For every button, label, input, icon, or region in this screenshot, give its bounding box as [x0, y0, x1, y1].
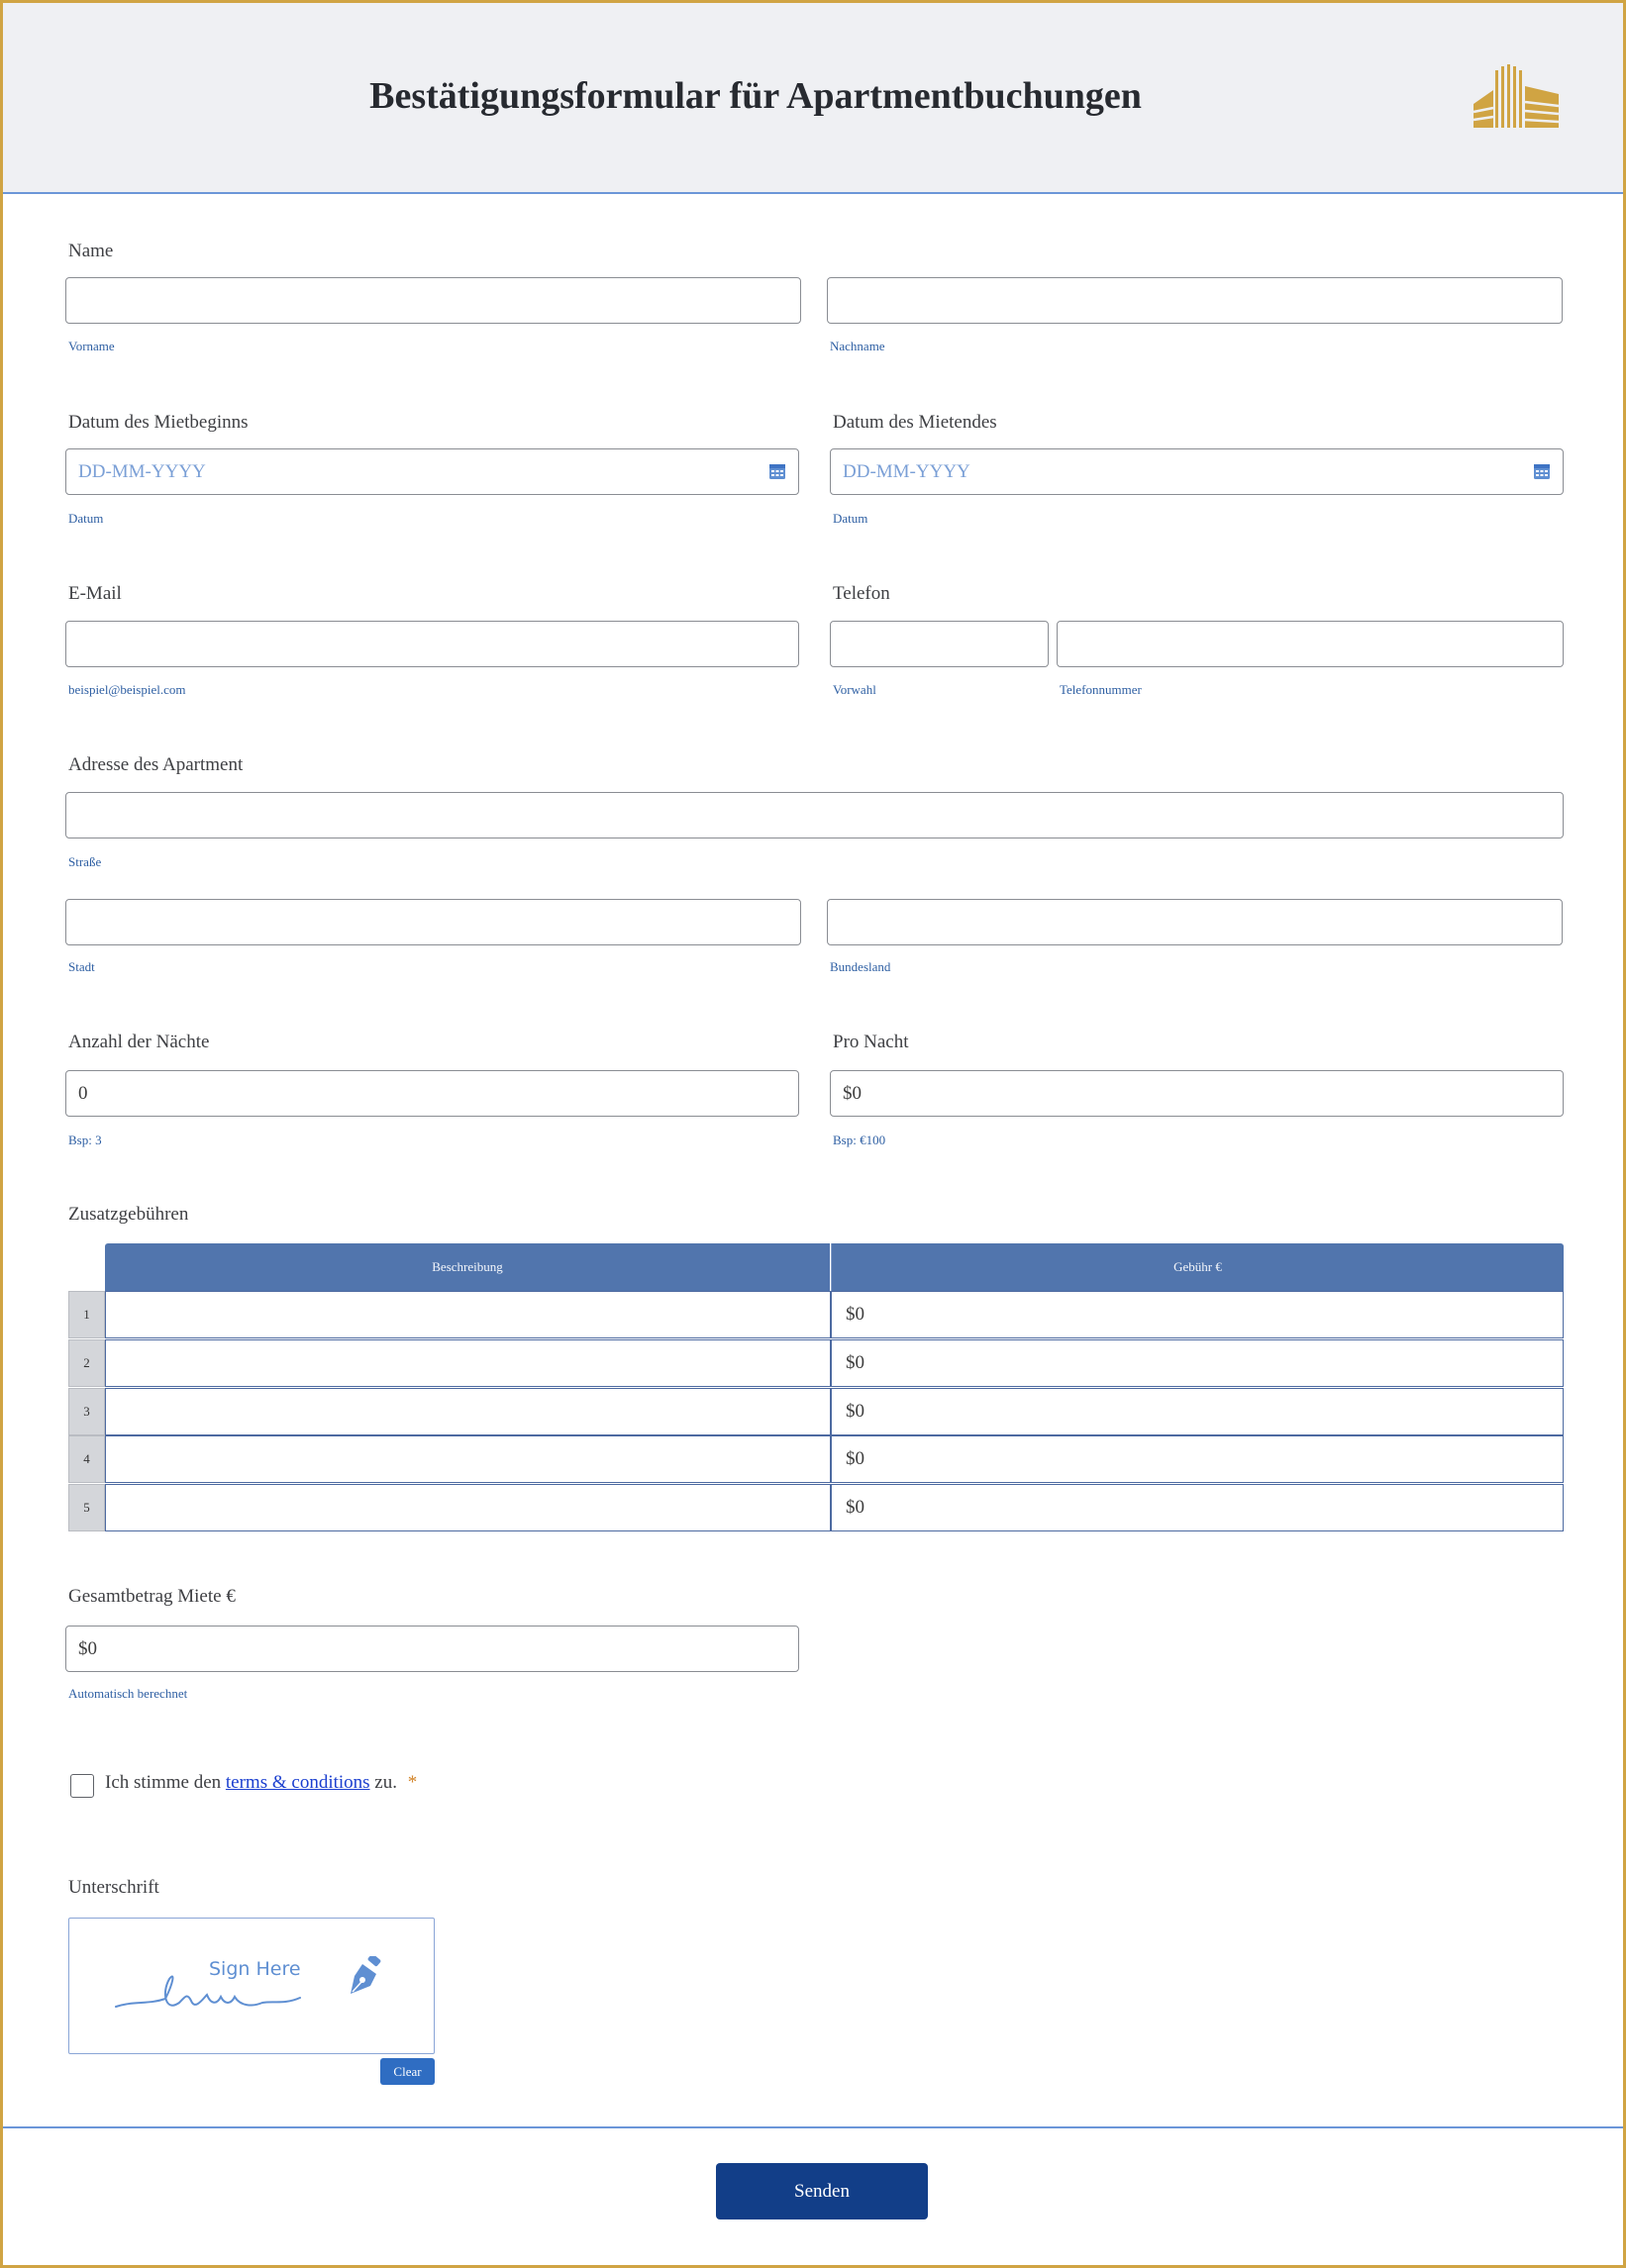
table-row-number: 3: [68, 1388, 105, 1435]
clear-signature-button[interactable]: Clear: [380, 2058, 435, 2085]
fee-amount-input[interactable]: $0: [831, 1339, 1564, 1387]
pen-nib-icon: [341, 1956, 388, 2000]
required-marker: *: [407, 1772, 418, 1793]
area-code-input[interactable]: [830, 621, 1049, 667]
signature-pad[interactable]: [68, 1918, 435, 2054]
end-date-placeholder: DD-MM-YYYY: [843, 460, 970, 482]
email-input[interactable]: [65, 621, 799, 667]
per-night-input[interactable]: [830, 1070, 1564, 1117]
calendar-icon[interactable]: [768, 462, 786, 480]
start-date-input[interactable]: [65, 448, 799, 495]
table-row-number: 1: [68, 1291, 105, 1338]
per-night-sublabel: Bsp: €100: [833, 1133, 886, 1147]
street-input[interactable]: [65, 792, 1564, 838]
terms-text: [105, 1772, 417, 1794]
street-sublabel: Straße: [68, 854, 102, 869]
phone-label: Telefon: [833, 583, 890, 604]
calendar-icon[interactable]: [1533, 462, 1551, 480]
fee-amount-input[interactable]: $0: [831, 1291, 1564, 1338]
first-name-input[interactable]: [65, 277, 801, 324]
email-label: E-Mail: [68, 583, 122, 604]
terms-checkbox[interactable]: [70, 1774, 94, 1798]
fee-description-input[interactable]: [105, 1291, 831, 1338]
table-row-number: 4: [68, 1435, 105, 1483]
form-header: [3, 3, 1623, 194]
form-title: Bestätigungsformular für Apartmentbuchungen: [369, 75, 1142, 117]
per-night-value: $0: [843, 1082, 862, 1104]
fees-column-fee: Gebühr €: [831, 1243, 1564, 1291]
email-sublabel: beispiel@beispiel.com: [68, 682, 186, 697]
table-row-number: 5: [68, 1484, 105, 1531]
start-date-placeholder: DD-MM-YYYY: [78, 460, 206, 482]
end-date-label: Datum des Mietendes: [833, 412, 997, 433]
state-sublabel: Bundesland: [830, 959, 891, 974]
fee-amount-input[interactable]: $0: [831, 1435, 1564, 1483]
fees-column-description: Beschreibung: [105, 1243, 830, 1291]
terms-prefix: Ich stimme den: [105, 1772, 222, 1793]
address-label: Adresse des Apartment: [68, 754, 244, 775]
footer-divider: [3, 2126, 1623, 2128]
buildings-icon: [1472, 64, 1561, 130]
total-sublabel: Automatisch berechnet: [68, 1686, 188, 1701]
city-input[interactable]: [65, 899, 801, 945]
phone-number-input[interactable]: [1057, 621, 1564, 667]
last-name-sublabel: Nachname: [830, 339, 885, 353]
fee-amount-input[interactable]: $0: [831, 1484, 1564, 1531]
start-date-sublabel: Datum: [68, 511, 104, 526]
city-sublabel: Stadt: [68, 959, 95, 974]
name-label: Name: [68, 241, 114, 261]
phone-number-sublabel: Telefonnummer: [1060, 682, 1142, 697]
start-date-label: Datum des Mietbeginns: [68, 412, 249, 433]
fee-description-input[interactable]: [105, 1388, 831, 1435]
state-input[interactable]: [827, 899, 1563, 945]
last-name-input[interactable]: [827, 277, 1563, 324]
fee-description-input[interactable]: [105, 1339, 831, 1387]
fee-description-input[interactable]: [105, 1484, 831, 1531]
table-row-number: 2: [68, 1339, 105, 1387]
end-date-input[interactable]: [830, 448, 1564, 495]
per-night-label: Pro Nacht: [833, 1032, 909, 1052]
submit-button[interactable]: Senden: [716, 2163, 928, 2219]
first-name-sublabel: Vorname: [68, 339, 115, 353]
fee-description-input[interactable]: [105, 1435, 831, 1483]
nights-label: Anzahl der Nächte: [68, 1032, 210, 1052]
total-input[interactable]: [65, 1626, 799, 1672]
signature-label: Unterschrift: [68, 1877, 159, 1898]
nights-input[interactable]: [65, 1070, 799, 1117]
fees-label: Zusatzgebühren: [68, 1204, 189, 1225]
terms-suffix: zu.: [374, 1772, 397, 1793]
terms-link[interactable]: terms & conditions: [225, 1772, 370, 1793]
area-code-sublabel: Vorwahl: [833, 682, 876, 697]
nights-value: 0: [78, 1082, 88, 1104]
nights-sublabel: Bsp: 3: [68, 1133, 102, 1147]
total-label: Gesamtbetrag Miete €: [68, 1586, 236, 1607]
total-value: $0: [78, 1637, 97, 1659]
sign-here-hint: Sign Here: [209, 1958, 301, 1980]
fee-amount-input[interactable]: $0: [831, 1388, 1564, 1435]
end-date-sublabel: Datum: [833, 511, 868, 526]
